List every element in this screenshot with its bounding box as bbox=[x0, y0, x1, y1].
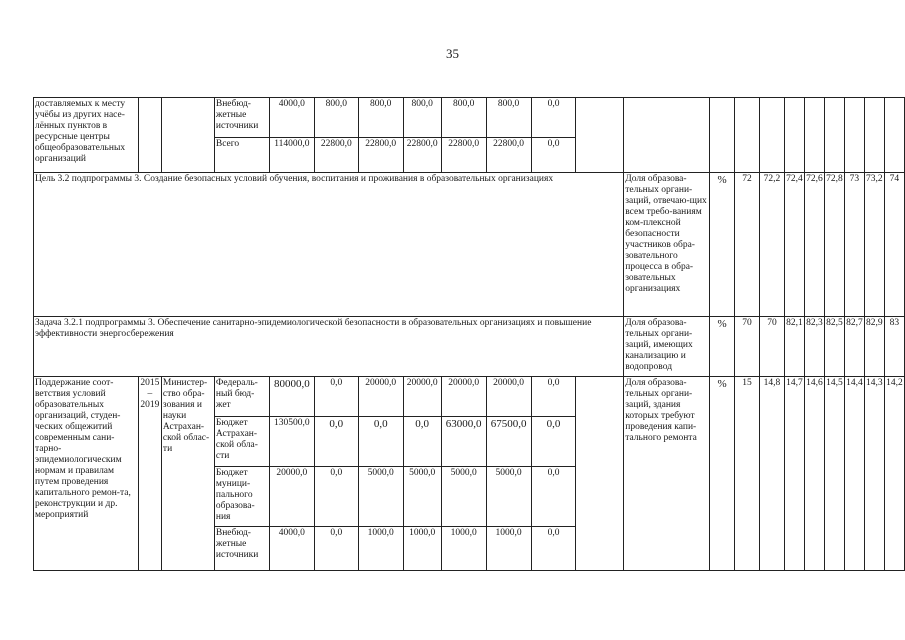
goal-value: 72,4 bbox=[784, 173, 804, 317]
funding-value: 0,0 bbox=[531, 377, 576, 417]
funding-value: 0,0 bbox=[531, 417, 576, 467]
empty-gap bbox=[576, 377, 624, 571]
funding-value: 0,0 bbox=[358, 417, 403, 467]
funding-source: Бюджет Астрахан-ской обла-сти bbox=[214, 417, 269, 467]
goal-value: 74 bbox=[884, 173, 904, 317]
indicator-value bbox=[804, 98, 824, 173]
goal-text: Цель 3.2 подпрограммы 3. Создание безопасных условий обучения, воспитания и проживания в образовательных организациях bbox=[34, 173, 624, 317]
funding-total: 20000,0 bbox=[269, 467, 314, 527]
funding-value: 20000,0 bbox=[403, 377, 441, 417]
measure-value: 14,6 bbox=[804, 377, 824, 571]
indicator-value bbox=[884, 98, 904, 173]
funding-value: 0,0 bbox=[314, 417, 358, 467]
indicator-value bbox=[824, 98, 844, 173]
funding-value: 800,0 bbox=[403, 98, 441, 138]
funding-value: 20000,0 bbox=[358, 377, 403, 417]
task-value: 70 bbox=[759, 317, 784, 377]
funding-source: Всего bbox=[214, 138, 269, 173]
funding-value: 0,0 bbox=[531, 98, 576, 138]
measure-value: 14,4 bbox=[844, 377, 864, 571]
task-indicator: Доля образова-тельных органи-заций, имеющих канализацию и водопровод bbox=[624, 317, 710, 377]
funding-value: 1000,0 bbox=[403, 527, 441, 571]
funding-value: 1000,0 bbox=[358, 527, 403, 571]
measure-value: 14,2 bbox=[884, 377, 904, 571]
funding-value: 1000,0 bbox=[441, 527, 486, 571]
funding-value: 0,0 bbox=[314, 377, 358, 417]
funding-value: 0,0 bbox=[403, 417, 441, 467]
funding-value: 0,0 bbox=[531, 527, 576, 571]
indicator-value bbox=[864, 98, 884, 173]
funding-value: 22800,0 bbox=[403, 138, 441, 173]
goal-value: 73,2 bbox=[864, 173, 884, 317]
measure-value: 14,3 bbox=[864, 377, 884, 571]
unit-cell bbox=[710, 98, 735, 173]
funding-value: 5000,0 bbox=[403, 467, 441, 527]
funding-total: 80000,0 bbox=[269, 377, 314, 417]
measure-value: 14,7 bbox=[784, 377, 804, 571]
funding-value: 0,0 bbox=[314, 527, 358, 571]
task-value: 82,3 bbox=[804, 317, 824, 377]
funding-source: Бюджет муници-пального образова-ния bbox=[214, 467, 269, 527]
funding-source: Внебюд-жетные источники bbox=[214, 527, 269, 571]
funding-value: 800,0 bbox=[486, 98, 531, 138]
task-text: Задача 3.2.1 подпрограммы 3. Обеспечение санитарно-эпидемиологической безопасности в образовательных организациях и повышение эффективности энергосбережения bbox=[34, 317, 624, 377]
funding-total: 4000,0 bbox=[269, 527, 314, 571]
task-value: 83 bbox=[884, 317, 904, 377]
task-value: 70 bbox=[735, 317, 760, 377]
task-unit: % bbox=[710, 317, 735, 377]
goal-value: 73 bbox=[844, 173, 864, 317]
task-value: 82,5 bbox=[824, 317, 844, 377]
funding-total: 4000,0 bbox=[269, 98, 314, 138]
goal-unit: % bbox=[710, 173, 735, 317]
goal-indicator: Доля образова-тельных органи-заций, отвечаю-щих всем требо-ваниям ком-плексной безопасности участников обра-зовательного процесса в обра-зовательных организациях bbox=[624, 173, 710, 317]
funding-value: 5000,0 bbox=[441, 467, 486, 527]
goal-row bbox=[34, 173, 905, 317]
measure-period: 2015 – 2019 bbox=[138, 377, 161, 571]
funding-value: 22800,0 bbox=[358, 138, 403, 173]
task-value: 82,7 bbox=[844, 317, 864, 377]
funding-value: 67500,0 bbox=[486, 417, 531, 467]
indicator-value bbox=[735, 98, 760, 173]
funding-value: 22800,0 bbox=[314, 138, 358, 173]
page-number: 35 bbox=[446, 46, 459, 61]
goal-value: 72 bbox=[735, 173, 760, 317]
funding-value: 20000,0 bbox=[486, 377, 531, 417]
funding-value: 800,0 bbox=[358, 98, 403, 138]
funding-source: Федераль-ный бюд-жет bbox=[214, 377, 269, 417]
task-row bbox=[34, 317, 905, 377]
measure-description: Поддержание соот-ветствия условий образовательных организаций, студен-ческих общежитий современным сани-тарно-эпидемиологическим нормам и правилам путем проведения капитального ремон-та, реконструкции и др. мероприятий bbox=[34, 377, 139, 571]
funding-value: 5000,0 bbox=[358, 467, 403, 527]
funding-total: 114000,0 bbox=[269, 138, 314, 173]
program-table bbox=[33, 97, 905, 571]
funding-value: 22800,0 bbox=[441, 138, 486, 173]
funding-value: 20000,0 bbox=[441, 377, 486, 417]
indicator-value bbox=[784, 98, 804, 173]
table-row bbox=[34, 377, 905, 417]
indicator-value bbox=[844, 98, 864, 173]
empty-gap bbox=[576, 98, 624, 173]
funding-value: 22800,0 bbox=[486, 138, 531, 173]
measure-description: доставляемых к месту учёбы из других насе-лённых пунктов в ресурсные центры общеобразовательных организаций bbox=[34, 98, 139, 173]
funding-value: 0,0 bbox=[531, 138, 576, 173]
task-value: 82,9 bbox=[864, 317, 884, 377]
executor-cell bbox=[161, 98, 214, 173]
measure-value: 14,8 bbox=[759, 377, 784, 571]
goal-value: 72,6 bbox=[804, 173, 824, 317]
measure-indicator: Доля образова-тельных органи-заций, здания которых требуют проведения капи-тального ремонта bbox=[624, 377, 710, 571]
funding-value: 63000,0 bbox=[441, 417, 486, 467]
indicator-cell bbox=[624, 98, 710, 173]
funding-value: 800,0 bbox=[441, 98, 486, 138]
goal-value: 72,8 bbox=[824, 173, 844, 317]
funding-source: Внебюд-жетные источники bbox=[214, 98, 269, 138]
funding-value: 0,0 bbox=[531, 467, 576, 527]
goal-value: 72,2 bbox=[759, 173, 784, 317]
funding-total: 130500,0 bbox=[269, 417, 314, 467]
task-value: 82,1 bbox=[784, 317, 804, 377]
measure-value: 15 bbox=[735, 377, 760, 571]
table-row bbox=[34, 98, 905, 138]
funding-value: 0,0 bbox=[314, 467, 358, 527]
period-cell bbox=[138, 98, 161, 173]
funding-value: 1000,0 bbox=[486, 527, 531, 571]
measure-executor: Министер-ство обра-зования и науки Астрахан-ской облас-ти bbox=[161, 377, 214, 571]
indicator-value bbox=[759, 98, 784, 173]
funding-value: 5000,0 bbox=[486, 467, 531, 527]
funding-value: 800,0 bbox=[314, 98, 358, 138]
measure-unit: % bbox=[710, 377, 735, 571]
measure-value: 14,5 bbox=[824, 377, 844, 571]
